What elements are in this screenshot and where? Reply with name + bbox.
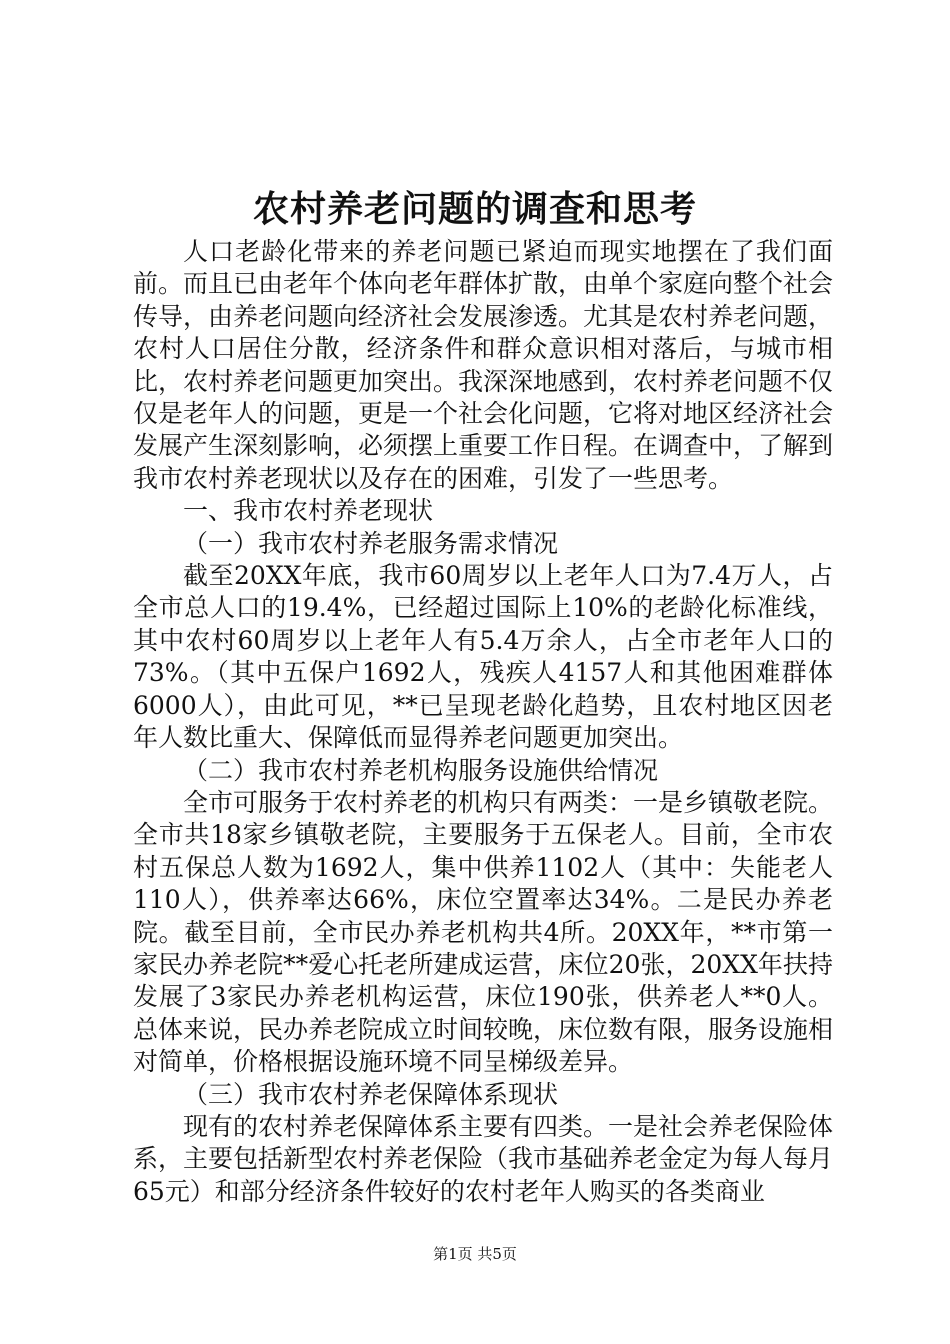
document-title: 农村养老问题的调查和思考 [252,188,697,230]
body-paragraph: 截至20XX年底，我市60周岁以上老年人口为7.4万人，占全市总人口的19.4%，已经超过国际上10%的老龄化标准线，其中农村60周岁以上老年人有5.4万余人，占全市老年人口的73%。（其中五保户1692人，残疾人4157人和其他困难群体6000人），由此可见，**已呈现老龄化趋势，且农村地区因老年人数比重大、保障低而显得养老问题更加突出。 [133,561,833,753]
body-paragraph: 全市可服务于农村养老的机构只有两类：一是乡镇敬老院。全市共18家乡镇敬老院，主要服务于五保老人。目前，全市农村五保总人数为1692人，集中供养1102人（其中：失能老人110人），供养率达66%，床位空置率达34%。二是民办养老院。截至目前，全市民办养老机构共4所。20XX年，**市第一家民办养老院**爱心托老所建成运营，床位20张，20XX年扶持发展了3家民办养老机构运营，床位190张，供养老人**0人。总体来说，民办养老院成立时间较晚，床位数有限，服务设施相对简单，价格根据设施环境不同呈梯级差异。 [133,787,834,1077]
subsection-heading: （一）我市农村养老服务需求情况 [183,528,559,558]
subsection-heading: （二）我市农村养老机构服务设施供给情况 [183,755,659,785]
section-heading: 一、我市农村养老现状 [183,496,434,526]
document-body [133,236,833,1208]
subsection-heading: （三）我市农村养老保障体系现状 [183,1079,559,1109]
body-paragraph: 现有的农村养老保障体系主要有四类。一是社会养老保险体系，主要包括新型农村养老保险（我市基础养老金定为每人每月65元）和部分经济条件较好的农村老年人购买的各类商业 [133,1111,834,1206]
intro-paragraph: 人口老龄化带来的养老问题已紧迫而现实地摆在了我们面前。而且已由老年个体向老年群体扩散，由单个家庭向整个社会传导，由养老问题向经济社会发展渗透。尤其是农村养老问题，农村人口居住分散，经济条件和群众意识相对落后，与城市相比，农村养老问题更加突出。我深深地感到，农村养老问题不仅仅是老年人的问题，更是一个社会化问题，它将对地区经济社会发展产生深刻影响，必须摆上重要工作日程。在调查中，了解到我市农村养老现状以及存在的困难，引发了一些思考。 [133,237,834,493]
page-number-footer: 第1页 共5页 [433,1245,517,1263]
